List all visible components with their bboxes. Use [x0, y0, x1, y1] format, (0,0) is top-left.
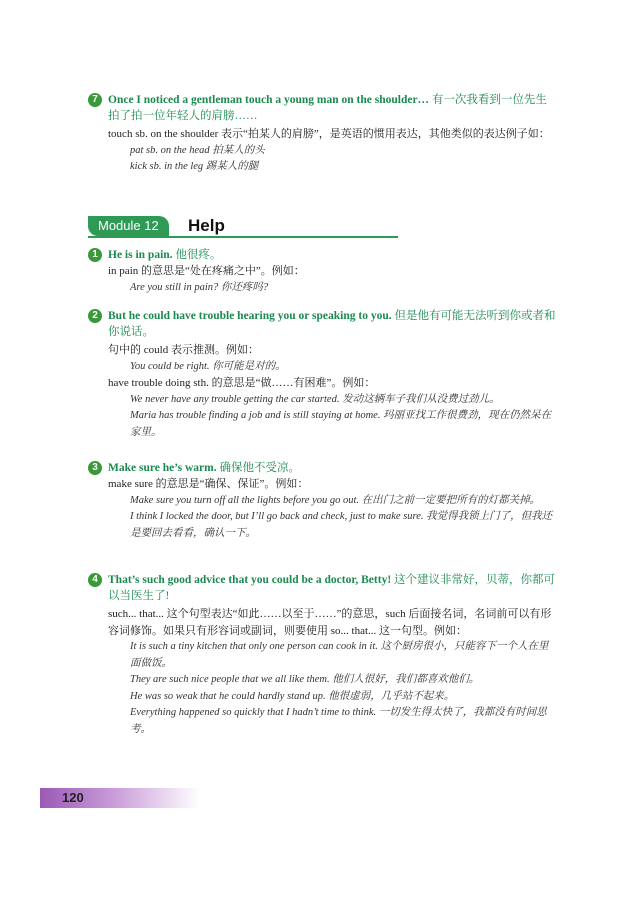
note-3 — [88, 460, 556, 542]
example-line: They are such nice people that we all like them. 他们人很好，我们都喜欢他们。 — [130, 674, 480, 685]
note-heading-english: Once I noticed a gentleman touch a young man on the shoulder… — [108, 94, 430, 106]
note-4 — [88, 572, 556, 738]
note-heading — [88, 247, 556, 263]
example-line: You could be right. 你可能是对的。 — [130, 360, 286, 372]
note-number-badge: 1 — [88, 248, 102, 262]
note-heading-chinese: 有一次我看到一位先生拍了拍一位年轻人的肩膀…… — [108, 94, 547, 122]
example-line: kick sb. in the leg 踢某人的腿 — [130, 161, 259, 172]
module-title: Help — [188, 216, 225, 235]
note-heading-english: Make sure he’s warm. — [108, 462, 217, 474]
note-heading-chinese: 他很疼。 — [172, 249, 222, 261]
note-heading-english: That’s such good advice that you could be a doctor, Betty! — [108, 574, 392, 586]
note-1 — [88, 247, 556, 296]
example-line: I think I locked the door, but I’ll go back and check, just to make sure. 我觉得我锁上门了，但我还是要回去看看，确认一下。 — [130, 511, 553, 539]
note-heading-chinese: 但是他有可能无法听到你或者和你说话。 — [108, 310, 556, 338]
note-explanation: such... that... 这个句型表达“如此……以至于……”的意思，such 后面接名词，名词前可以有形容词修饰。如果只有形容词或副词，则要使用 so... that... 这一句型。例如： — [108, 608, 552, 637]
example-line: pat sb. on the head 拍某人的头 — [130, 144, 265, 156]
page-number: 120 — [62, 790, 84, 805]
note-number-badge: 4 — [88, 573, 102, 587]
note-explanation: touch sb. on the shoulder 表示“拍某人的肩膀”，是英语的惯用表达，其他类似的表达例子如： — [108, 128, 550, 140]
note-explanation: in pain 的意思是“处在疼痛之中”。例如： — [108, 265, 305, 277]
note-explanation: 句中的 could 表示推测。例如： — [108, 344, 259, 356]
example-line: We never have any trouble getting the car started. 发动这辆车子我们从没费过劲儿。 — [130, 393, 500, 405]
module-underline — [88, 236, 398, 238]
note-heading — [88, 92, 556, 124]
example-line: Maria has trouble finding a job and is still staying at home. 玛丽亚找工作很费劲，现在仍然呆在家里。 — [130, 410, 552, 438]
example-line: Make sure you turn off all the lights before you go out. 在出门之前一定要把所有的灯都关掉。 — [130, 494, 541, 506]
module-header — [88, 216, 398, 238]
note-explanation: have trouble doing sth. 的意思是“做……有困难”。例如： — [108, 377, 376, 389]
example-line: It is such a tiny kitchen that only one person can cook in it. 这个厨房很小，只能容下一个人在里面做饭。 — [130, 641, 549, 669]
note-heading — [88, 572, 556, 604]
note-number-badge: 3 — [88, 461, 102, 475]
note-number-badge: 2 — [88, 309, 102, 323]
note-number-badge: 7 — [88, 93, 102, 107]
note-heading — [88, 460, 556, 476]
note-heading-english: He is in pain. — [108, 249, 173, 261]
example-line: He was so weak that he could hardly stand up. 他很虚弱，几乎站不起来。 — [130, 690, 455, 702]
example-line: Are you still in pain? 你还疼吗? — [130, 281, 269, 293]
note-explanation: make sure 的意思是“确保、保证”。例如： — [108, 478, 309, 490]
top-note — [88, 92, 556, 176]
note-heading — [88, 308, 556, 340]
example-line: Everything happened so quickly that I hadn’t time to think. 一切发生得太快了，我都没有时间思考。 — [130, 707, 547, 735]
module-tag: Module 12 — [88, 216, 169, 236]
note-2 — [88, 308, 556, 441]
note-heading-english: But he could have trouble hearing you or speaking to you. — [108, 310, 392, 322]
note-heading-chinese: 确保他不受凉。 — [216, 462, 300, 474]
note-heading-chinese: 这个建议非常好，贝蒂，你都可以当医生了! — [108, 574, 556, 602]
